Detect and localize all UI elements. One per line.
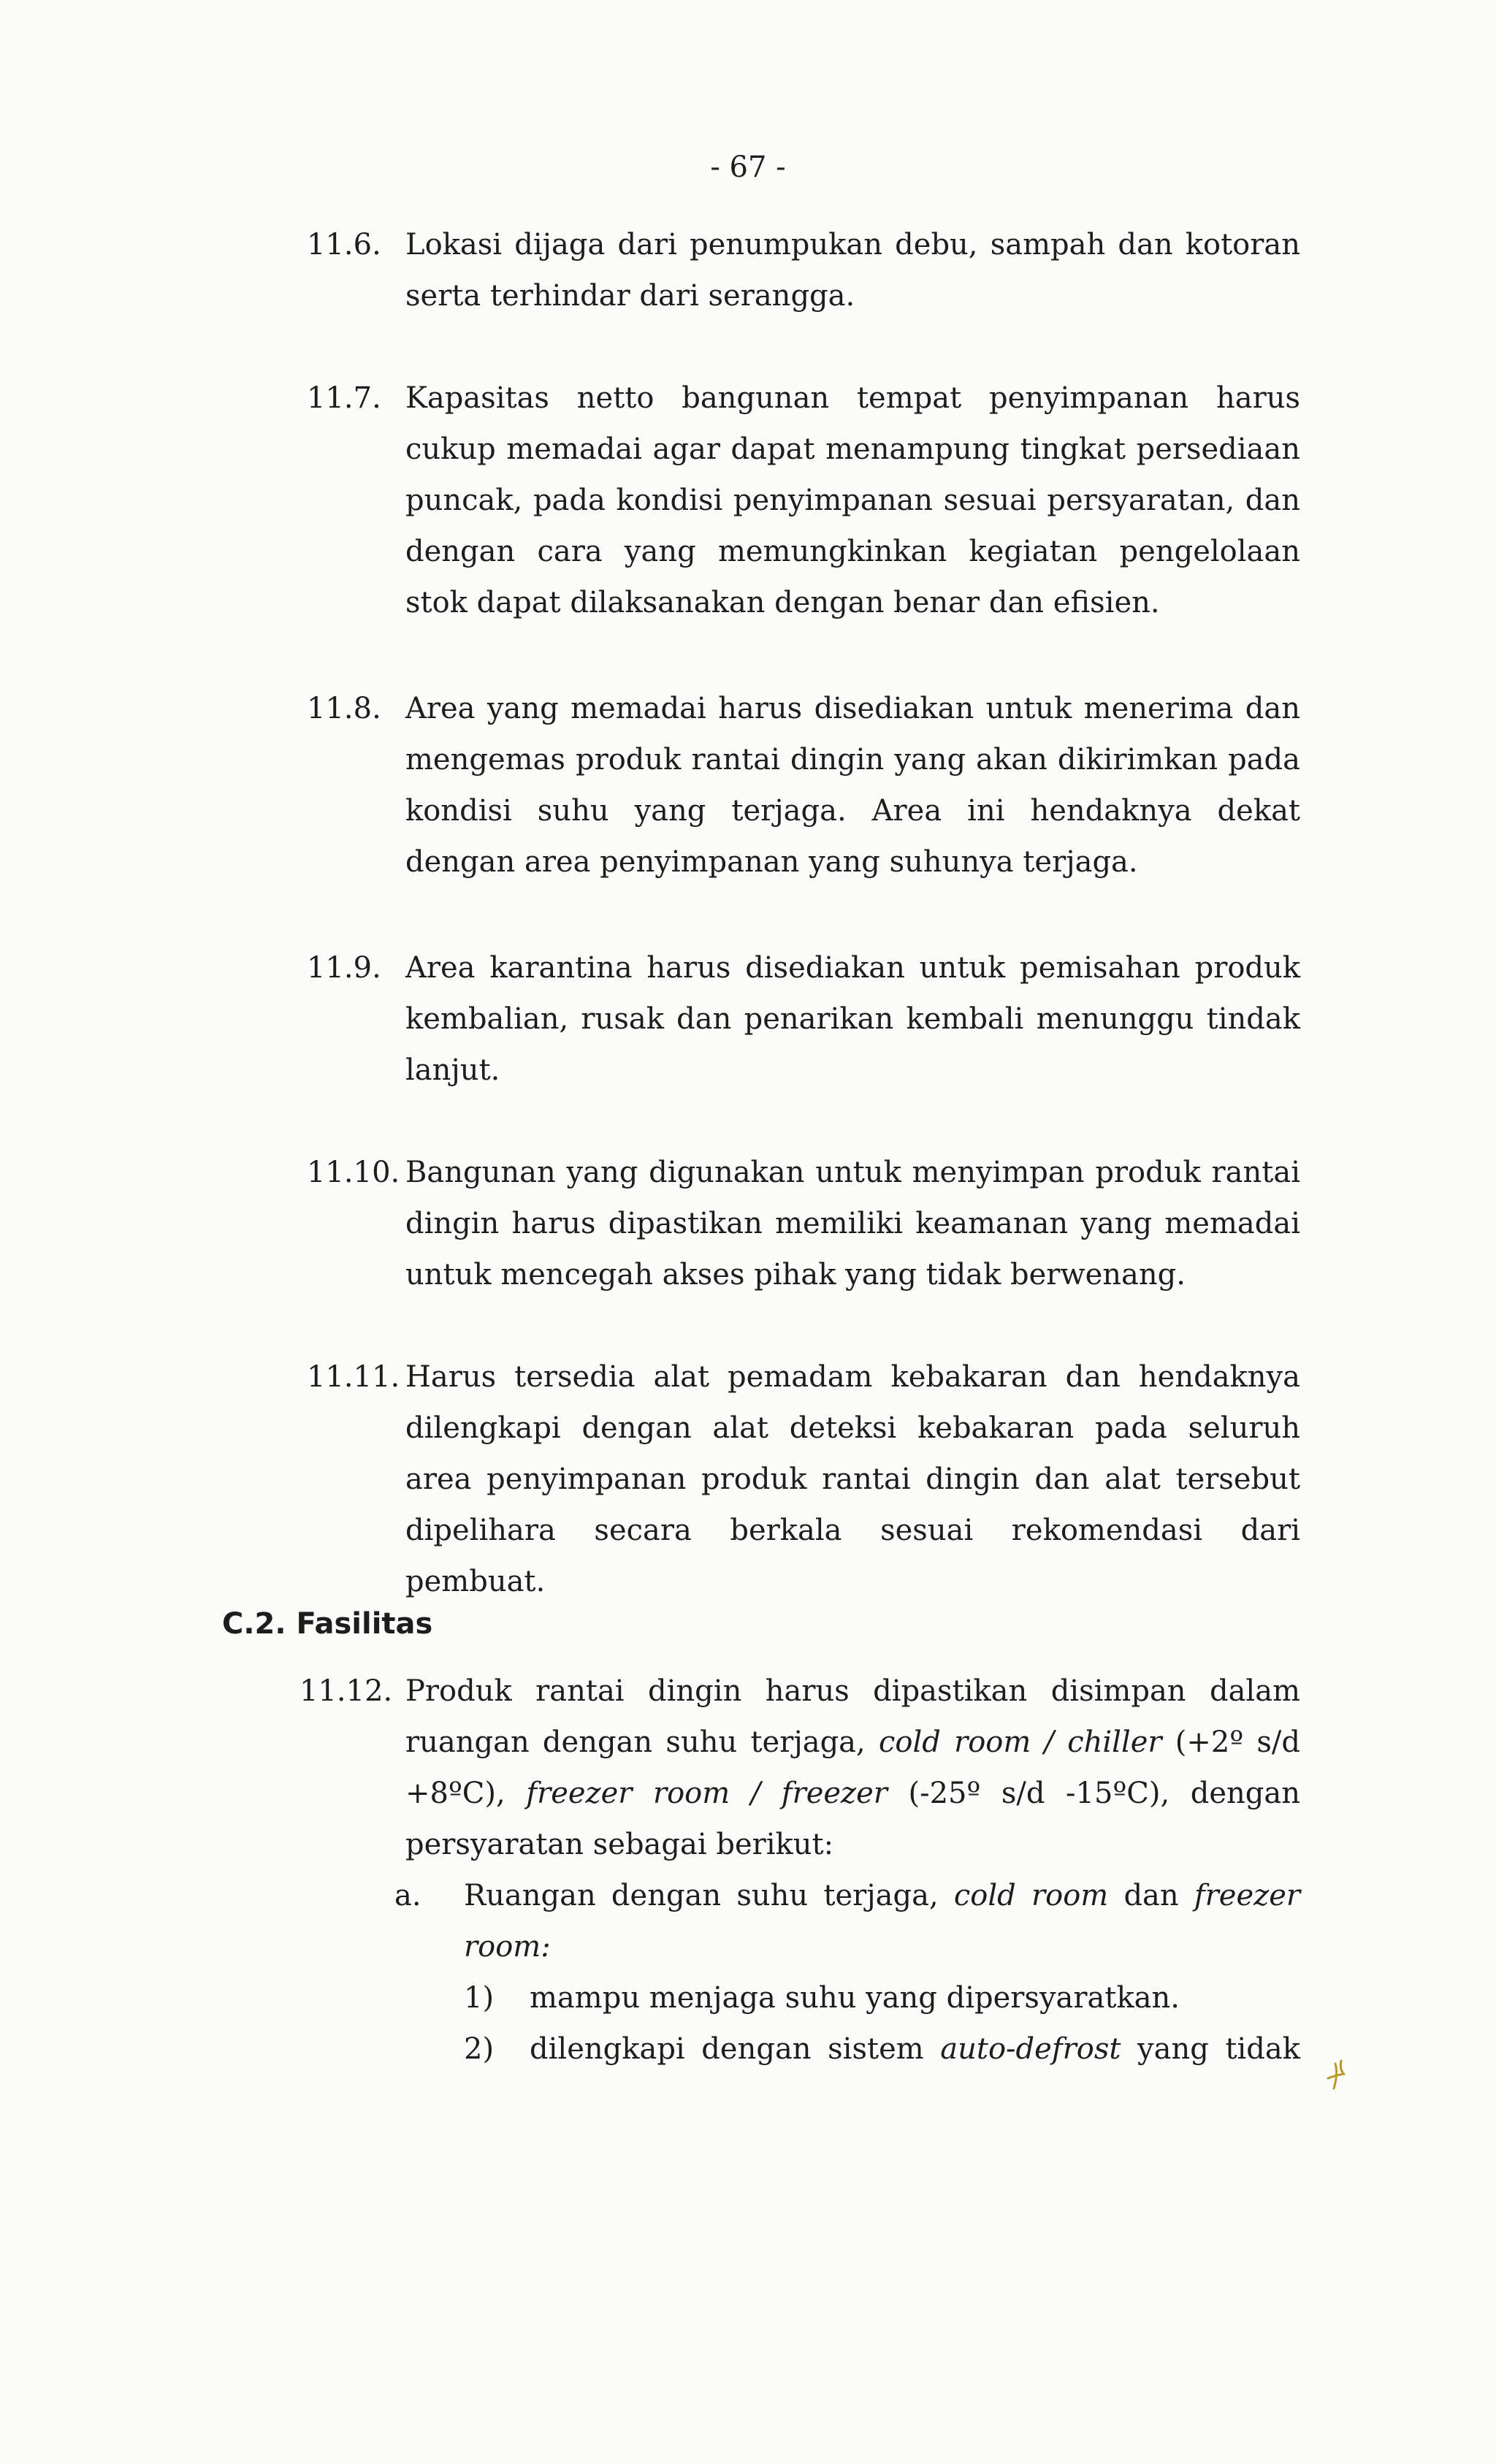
initial-signature-mark (1322, 2056, 1351, 2093)
item-text: Area yang memadai harus disediakan untuk menerima dan mengemas produk rantai dingin yang akan dikirimkan pada kondisi suhu yang terjaga. Area ini hendaknya dekat dengan area penyimpanan yang suhunya terjaga. (405, 692, 1300, 879)
numbered-item (464, 1972, 1300, 2024)
sub-item-a (394, 1870, 1300, 1972)
item-number: 11.11. (307, 1360, 400, 1394)
item-text: Bangunan yang digunakan untuk menyimpan produk rantai dingin harus dipastikan memiliki keamanan yang memadai untuk mencegah akses pihak yang tidak berwenang. (405, 1156, 1300, 1292)
item-number: 11.12. (299, 1674, 393, 1708)
page-number: - 67 - (710, 150, 786, 184)
list-item (307, 373, 1300, 628)
list-item (307, 219, 1300, 321)
item-text: Harus tersedia alat pemadam kebakaran dan hendaknya dilengkapi dengan alat deteksi kebakaran pada seluruh area penyimpanan produk rantai dingin dan alat tersebut dipelihara secara berkala sesuai rekomendasi dari pembuat. (405, 1360, 1300, 1598)
numbered-item-text: mampu menjaga suhu yang dipersyaratkan. (530, 1981, 1180, 2015)
list-item (307, 683, 1300, 888)
numbered-item-label: 1) (464, 1981, 495, 2015)
sub-item-label: a. (394, 1879, 421, 1912)
sub-item-text: Ruangan dengan suhu terjaga, cold room dan freezer room: (464, 1879, 1301, 1964)
list-item (307, 942, 1300, 1096)
item-number: 11.9. (307, 951, 381, 985)
item-text: Kapasitas netto bangunan tempat penyimpanan harus cukup memadai agar dapat menampung tingkat persediaan puncak, pada kondisi penyimpanan sesuai persyaratan, dan dengan cara yang memungkinkan kegiatan pengelolaan stok dapat dilaksanakan dengan benar dan efisien. (405, 381, 1300, 619)
item-number: 11.6. (307, 228, 381, 262)
section-heading: C.2. Fasilitas (222, 1607, 433, 1641)
list-item (307, 1147, 1300, 1300)
numbered-item-label: 2) (464, 2032, 495, 2066)
item-number: 11.10. (307, 1156, 400, 1189)
item-number: 11.7. (307, 381, 381, 415)
item-text: Produk rantai dingin harus dipastikan disimpan dalam ruangan dengan suhu terjaga, cold room / chiller (+2º s/d +8ºC), freezer room / freezer (-25º s/d -15ºC), dengan persyaratan sebagai berikut: (405, 1674, 1301, 1861)
numbered-item-text: dilengkapi dengan sistem auto-defrost yang tidak (530, 2032, 1300, 2066)
numbered-item (464, 2024, 1300, 2075)
list-item (299, 1666, 1300, 1870)
item-text: Area karantina harus disediakan untuk pemisahan produk kembalian, rusak dan penarikan kembali menunggu tindak lanjut. (405, 951, 1300, 1087)
list-item (307, 1351, 1300, 1607)
item-text: Lokasi dijaga dari penumpukan debu, sampah dan kotoran serta terhindar dari serangga. (405, 228, 1300, 313)
item-number: 11.8. (307, 692, 381, 725)
